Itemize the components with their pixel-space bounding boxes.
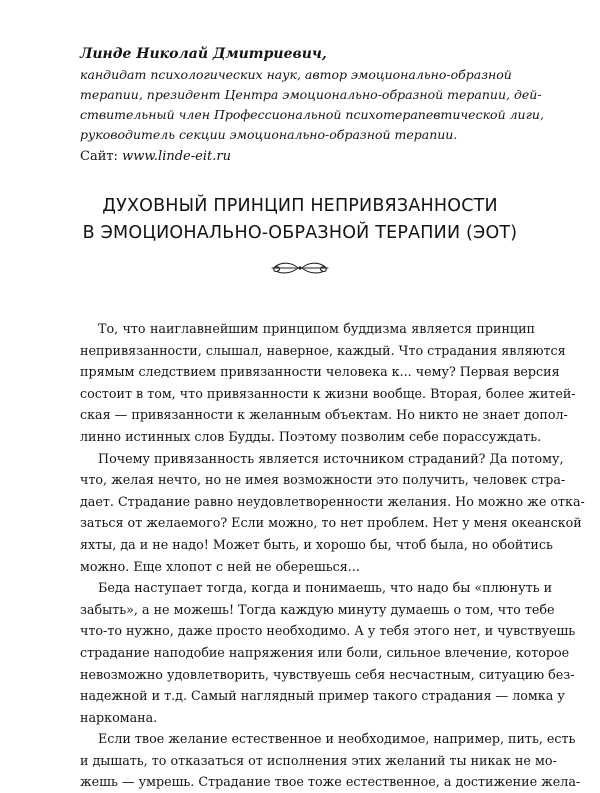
paragraph-line: наркомана. <box>80 709 158 725</box>
paragraph-line: состоит в том, что привязанности к жизни вообще. Вторая, более житей- <box>80 385 576 401</box>
paragraph-line: что, желая нечто, но не имея возможности это получить, человек стра- <box>80 472 566 488</box>
paragraph-line: дает. Страдание равно неудовлетворенности желания. Но можно же отка- <box>80 493 585 509</box>
paragraph-line: ская — привязанности к желанным объектам. Но никто не знает допол- <box>80 407 568 423</box>
author-description-line: кандидат психологических наук, автор эмоционально-образной <box>80 67 512 82</box>
paragraph-line: Почему привязанность является источником страданий? Да потому, <box>98 450 564 466</box>
paragraph <box>80 318 576 448</box>
article-title-line-2: В ЭМОЦИОНАЛЬНО-ОБРАЗНОЙ ТЕРАПИИ (ЭОТ) <box>82 223 518 243</box>
paragraph-line: прямым следствием привязанности человека к... чему? Первая версия <box>80 364 560 380</box>
paragraph-line: яхты, да и не надо! Может быть, и хорошо бы, чтоб была, но обойтись <box>80 536 553 552</box>
article-title <box>40 193 560 247</box>
site-url-link[interactable]: www.linde-eit.ru <box>122 149 231 164</box>
paragraph-line: невозможно удовлетворить, чувствуешь себя несчастным, ситуацию без- <box>80 666 575 682</box>
paragraph-line: страдание наподобие напряжения или боли, сильное влечение, которое <box>80 644 570 660</box>
paragraph-line: можно. Еще хлопот с ней не оберешься... <box>80 558 360 574</box>
paragraph-line: Беда наступает тогда, когда и понимаешь, что надо бы «плюнуть и <box>98 580 553 596</box>
author-name: Линде Николай Дмитриевич, <box>80 46 327 62</box>
paragraph-line: То, что наиглавнейшим принципом буддизма является принцип <box>98 321 535 336</box>
paragraph-line: забыть», а не можешь! Тогда каждую минуту думаешь о том, что тебе <box>80 601 555 617</box>
author-description-line: ствительный член Профессиональной психотерапевтической лиги, <box>80 107 544 122</box>
author-description-line: руководитель секции эмоционально-образной терапии. <box>80 127 458 142</box>
paragraph <box>80 448 585 578</box>
article-body <box>80 318 585 793</box>
flourish-ornament-icon <box>268 260 332 276</box>
author-description-line: терапии, президент Центра эмоционально-образной терапии, дей- <box>80 87 542 102</box>
author-site <box>80 146 540 167</box>
paragraph-line: непривязанности, слышал, наверное, каждый. Что страдания являются <box>80 342 566 358</box>
paragraph <box>80 577 576 728</box>
paragraph-line: Если твое желание естественное и необходимое, например, пить, есть <box>98 731 576 747</box>
paragraph-line: и дышать, то отказаться от исполнения этих желаний ты никак не мо- <box>80 752 557 768</box>
article-title-line-1: ДУХОВНЫЙ ПРИНЦИП НЕПРИВЯЗАННОСТИ <box>102 196 498 216</box>
paragraph-line: надежной и т.д. Самый наглядный пример такого страдания — ломка у <box>80 688 565 704</box>
paragraph-line: что-то нужно, даже просто необходимо. А у тебя этого нет, и чувствуешь <box>80 623 576 639</box>
paragraph <box>80 728 581 793</box>
site-label: Сайт: <box>80 149 118 164</box>
author-description <box>80 65 544 145</box>
author-block <box>80 44 544 167</box>
paragraph-line: жешь — умрешь. Страдание твое тоже естественное, а достижение жела- <box>80 774 581 790</box>
paragraph-line: линно истинных слов Будды. Поэтому позволим себе порассуждать. <box>80 428 542 444</box>
paragraph-line: заться от желаемого? Если можно, то нет проблем. Нет у меня океанской <box>80 515 582 531</box>
